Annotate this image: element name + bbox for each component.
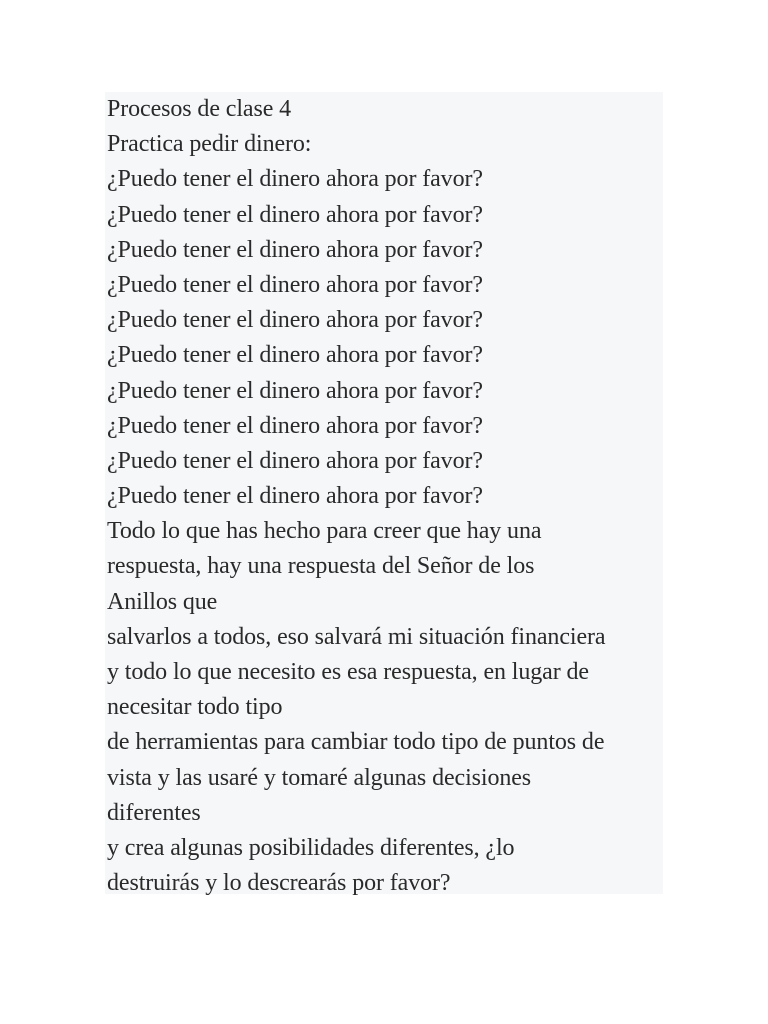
repeated-line: ¿Puedo tener el dinero ahora por favor? — [107, 483, 483, 510]
document-title: Procesos de clase 4 — [107, 96, 292, 122]
repeated-line: ¿Puedo tener el dinero ahora por favor? — [107, 342, 483, 369]
repeated-line: ¿Puedo tener el dinero ahora por favor? — [107, 447, 483, 474]
document-text-block — [105, 92, 663, 897]
body-line: Todo lo que has hecho para creer que hay una — [107, 518, 542, 545]
body-line: necesitar todo tipo — [107, 694, 283, 721]
repeated-line: ¿Puedo tener el dinero ahora por favor? — [107, 201, 483, 228]
repeated-line: ¿Puedo tener el dinero ahora por favor? — [107, 166, 483, 193]
repeated-line: ¿Puedo tener el dinero ahora por favor? — [107, 377, 483, 404]
body-line: y todo lo que necesito es esa respuesta, en lugar de — [107, 659, 589, 685]
body-line: Anillos que — [107, 588, 218, 615]
body-line: diferentes — [107, 799, 201, 826]
body-line: salvarlos a todos, eso salvará mi situación financiera — [107, 623, 606, 650]
repeated-line: ¿Puedo tener el dinero ahora por favor? — [107, 236, 483, 263]
repeated-line: ¿Puedo tener el dinero ahora por favor? — [107, 307, 483, 334]
document-subtitle: Practica pedir dinero: — [107, 131, 312, 158]
body-line: de herramientas para cambiar todo tipo de puntos de — [107, 729, 605, 756]
repeated-line: ¿Puedo tener el dinero ahora por favor? — [107, 271, 483, 298]
body-line: y crea algunas posibilidades diferentes, ¿lo — [107, 834, 515, 861]
repeated-line: ¿Puedo tener el dinero ahora por favor? — [107, 412, 483, 439]
body-line: respuesta, hay una respuesta del Señor de los — [107, 553, 535, 580]
body-line: vista y las usaré y tomaré algunas decisiones — [107, 764, 532, 791]
body-line: destruirás y lo descrearás por favor? — [107, 870, 451, 897]
